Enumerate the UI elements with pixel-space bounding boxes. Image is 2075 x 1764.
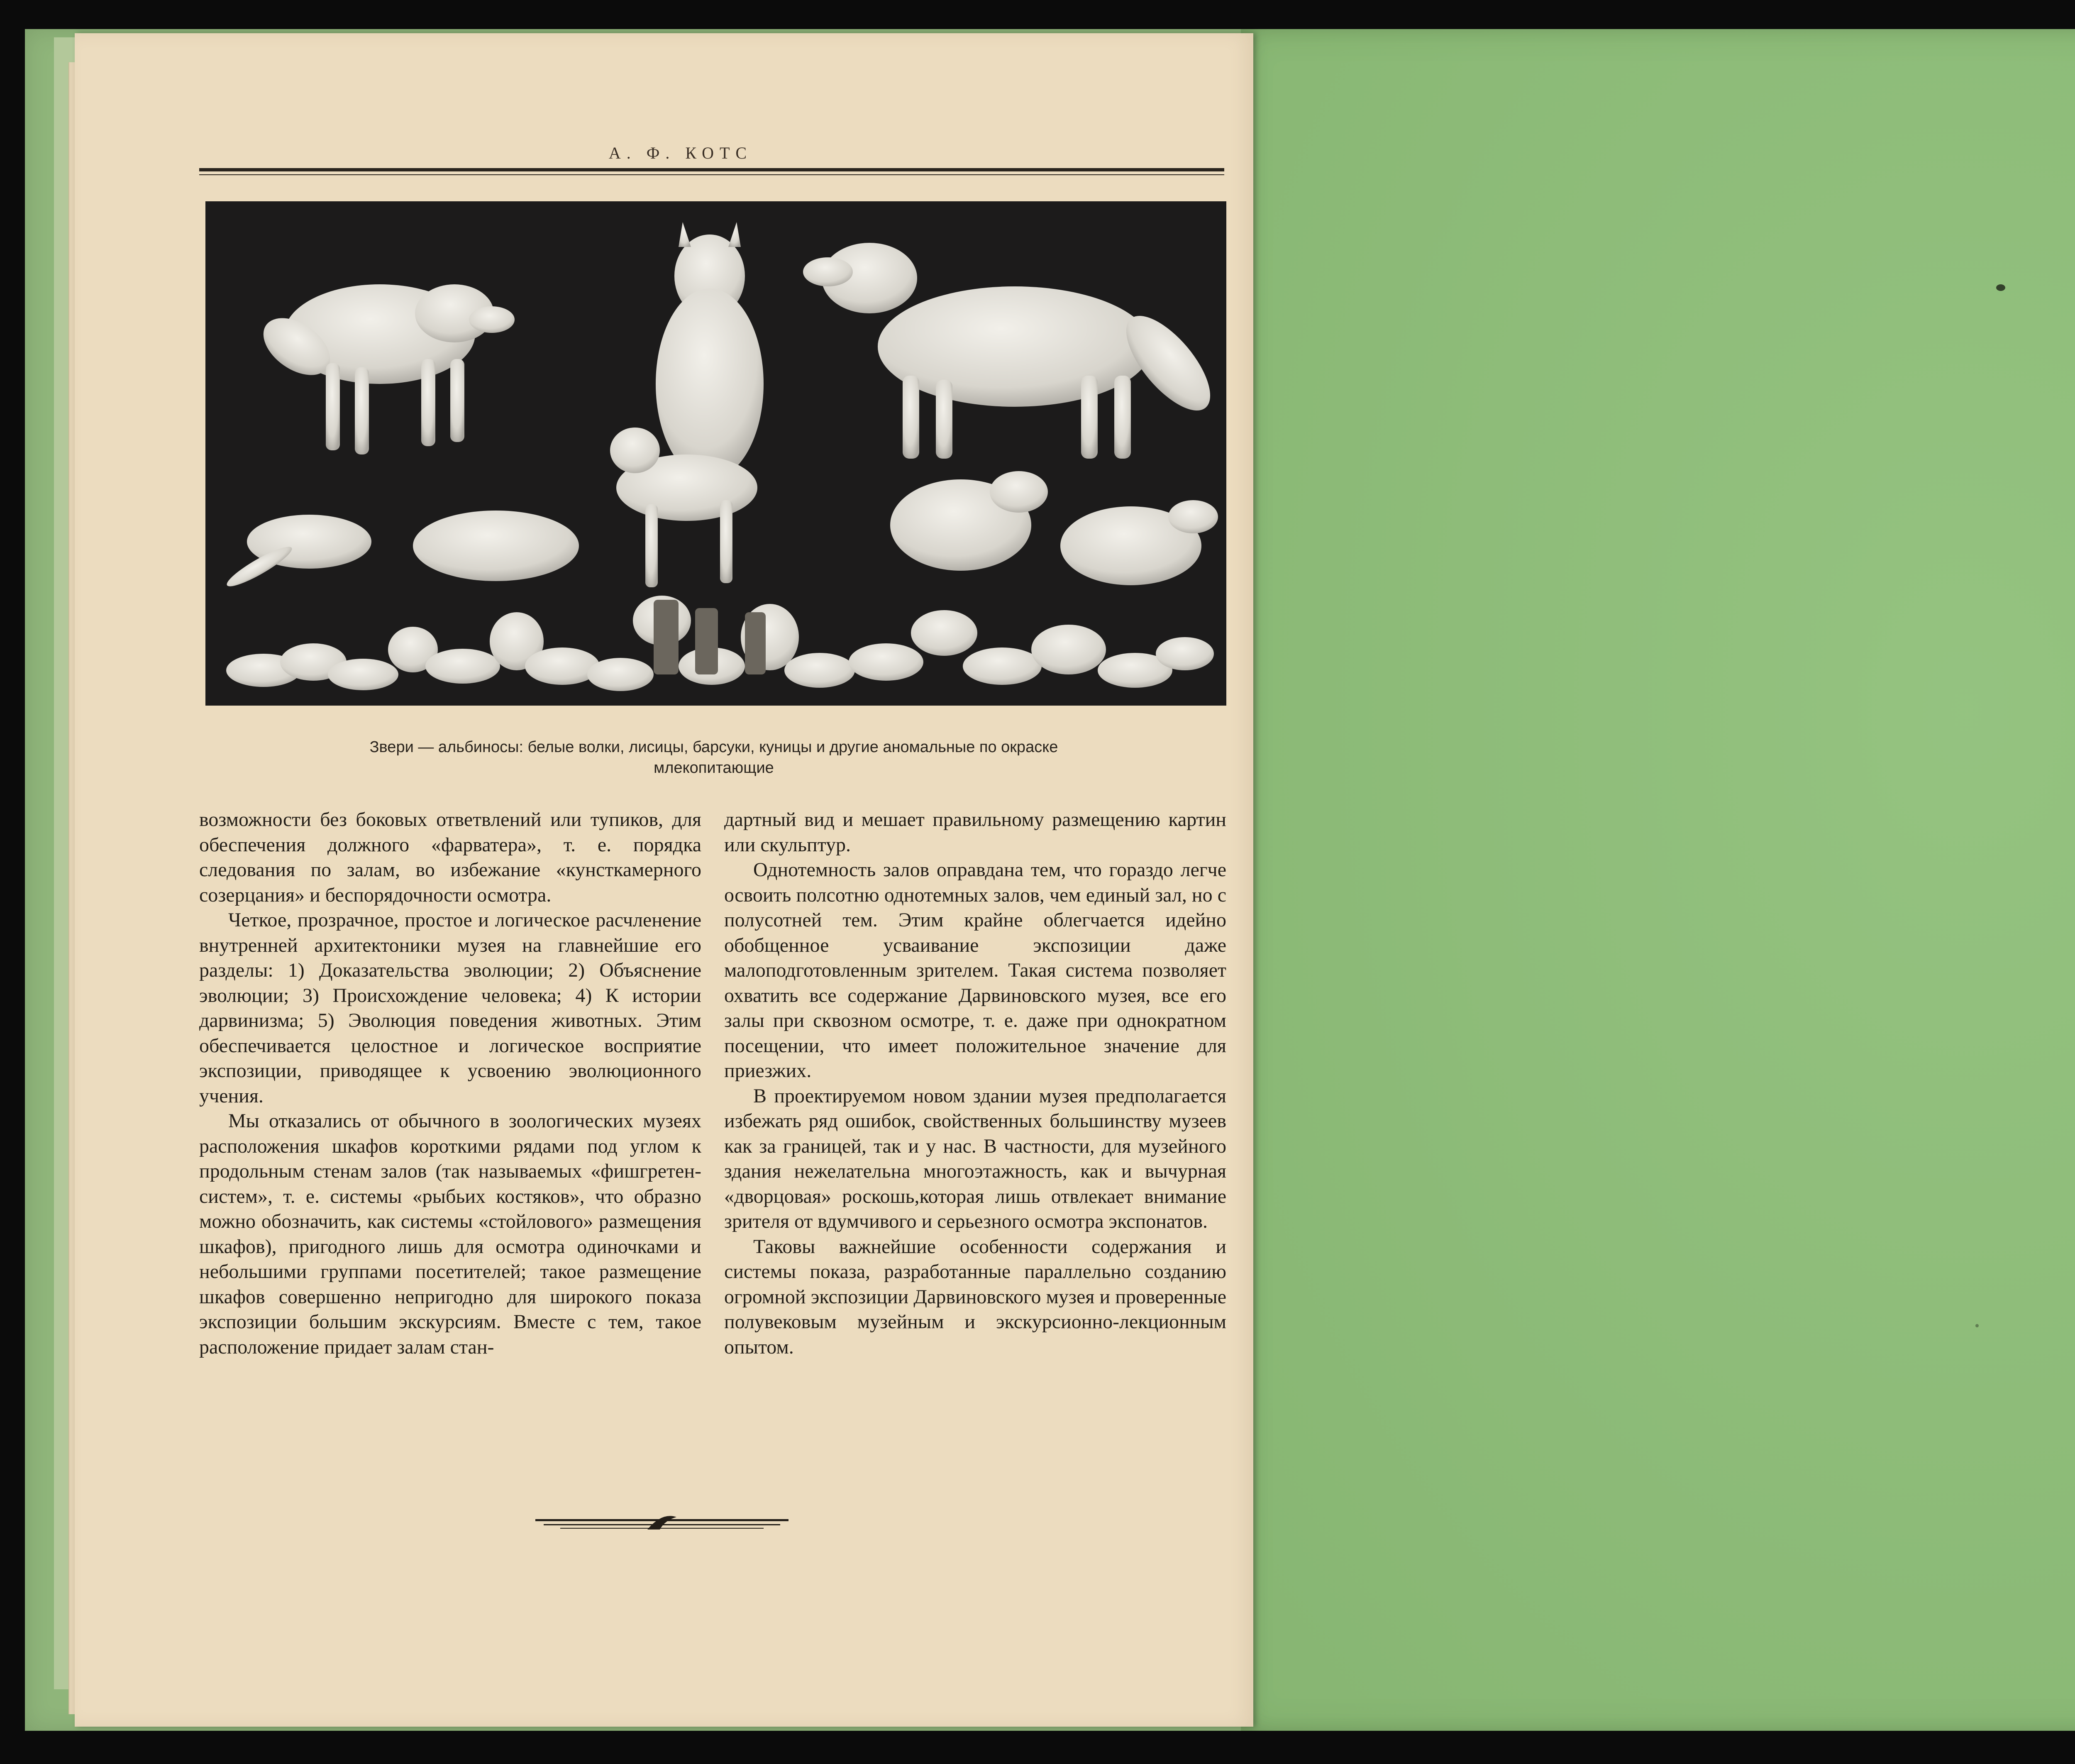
running-head: А. Ф. КОТС [608,144,753,162]
paragraph: Четкое, прозрачное, простое и логическое расчленение внутренней архитектоники музея на главнейшие его разделы: 1) Доказательства эволюции; 2) Объяснение эволюции; 3) Происхождение человека; 4) К истории дарвинизма; 5) Эволюция поведения животных. Этим обеспечивается целостное и логическое восприятие экспозиции, приводящее к усвоению эволюционного учения. [199,909,701,1107]
paragraph: возможности без боковых ответвлений или тупиков, для обеспечения должного «фарватера», т. е. порядка следования по залам, во избежание «кунсткамерного созерцания» и беспорядочности осмотра. [199,809,701,906]
text-column-right [724,807,1226,1360]
photo-illustration [205,201,1226,706]
paper-speck [1975,1324,1979,1327]
text-column-left [199,807,701,1360]
header-rule [199,168,1224,171]
paragraph: Мы отказались от обычного в зоологических музеях расположения шкафов короткими рядами под углом к продольным стенам залов (так называемых «фишгретен-систем», т. е. системы «рыбьих костяков», что образно можно обозначить, как системы «стойлового» размещения шкафов), пригодного лишь для осмотра одиночками и небольшими группами посетителей; такое размещение шкафов совершенно непригодно для широкого показа экспозиции большим экскурсиям. Вместе с тем, такое расположение придает залам стан- [199,1110,701,1358]
green-cover-page [1241,29,2075,1731]
paragraph: Однотемность залов оправдана тем, что гораздо легче освоить полсотню однотемных залов, чем единый зал, но с полусотней тем. Этим крайне облегчается идейно обобщенное усваивание экспозиции даже малоподготовленным зрителем. Такая система позволяет охватить все содержание Дарвиновского музея, все его залы при сквозном осмотре, т. е. даже при однократном посещении, что имеет положительное значение для приезжих. [724,859,1226,1082]
end-ornament-icon [535,1513,788,1534]
paper-speck [1996,284,2005,291]
paragraph: Таковы важнейшие особенности содержания и системы показа, разработанные параллельно созданию огромной экспозиции Дарвиновского музея и проверенные полувековым музейным и экскурсионно-лекционным опытом. [724,1235,1226,1358]
caption-line-2: млекопитающие [654,759,774,777]
paragraph: В проектируемом новом здании музея предполагается избежать ряд ошибок, свойственных большинству музеев как за границей, так и у нас. В частности, для музейного здания нежелательна многоэтажность, как и вычурная «дворцовая» роскошь,которая лишь отвлекает внимание зрителя от вдумчивого и серьезного осмотра экспонатов. [724,1085,1226,1232]
figure-caption [199,737,1228,778]
albino-animals-photo [205,201,1226,706]
caption-line-1: Звери — альбиносы: белые волки, лисицы, барсуки, куницы и другие аномальные по окраске [369,738,1058,756]
paragraph: дартный вид и мешает правильному размещению картин или скульптур. [724,809,1226,856]
header-rule-thin [199,174,1224,175]
